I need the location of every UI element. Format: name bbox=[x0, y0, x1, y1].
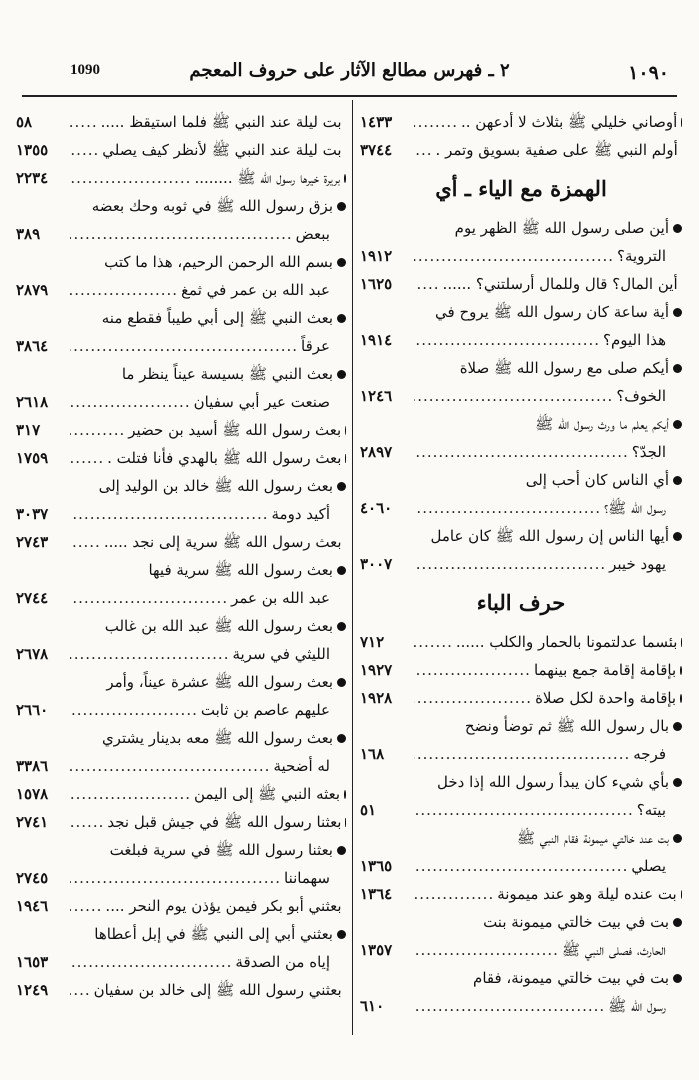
entry-first-line bbox=[16, 808, 346, 836]
index-entry bbox=[16, 668, 346, 724]
entry-continuation-line bbox=[360, 242, 682, 270]
leader-dots bbox=[70, 528, 104, 556]
entry-first-line bbox=[16, 556, 346, 584]
entry-first-line bbox=[360, 684, 682, 712]
bullet-icon bbox=[681, 890, 682, 899]
index-entry bbox=[360, 214, 682, 270]
entry-continuation-line bbox=[360, 550, 682, 578]
index-entry bbox=[360, 270, 682, 298]
index-entry bbox=[16, 836, 346, 892]
left-entries bbox=[16, 108, 346, 1004]
entry-text: ببعض bbox=[295, 225, 330, 243]
entry-number: ١٢٤٦ bbox=[360, 387, 393, 405]
bullet-icon bbox=[673, 722, 682, 731]
bullet-icon bbox=[337, 370, 346, 379]
entry-number: ١٩٤٦ bbox=[16, 897, 49, 915]
entry-continuation-line bbox=[360, 740, 682, 768]
entry-first-line bbox=[360, 270, 682, 298]
bullet-icon bbox=[337, 482, 346, 491]
bullet-icon bbox=[681, 118, 682, 127]
index-entry bbox=[16, 976, 346, 1004]
entry-text: بعثني أبي إلى النبي ﷺ في إبل أعطاها bbox=[94, 925, 333, 943]
index-entry bbox=[360, 628, 682, 656]
bullet-icon bbox=[345, 454, 346, 463]
entry-first-line bbox=[16, 612, 346, 640]
entry-first-line bbox=[360, 214, 682, 242]
bullet-icon bbox=[673, 420, 682, 429]
leader-dots bbox=[70, 780, 194, 808]
entry-number: ٢٨٩٧ bbox=[360, 443, 393, 461]
entry-text: عليهم عاصم بن ثابت bbox=[200, 701, 330, 719]
leader-dots bbox=[70, 444, 107, 472]
page-header bbox=[22, 58, 677, 90]
index-entry bbox=[16, 444, 346, 472]
entry-text: بت عنده ليلة وهو عند ميمونة bbox=[497, 885, 677, 903]
leader-dots bbox=[414, 656, 534, 684]
index-entry bbox=[16, 472, 346, 528]
entry-continuation-line bbox=[16, 220, 346, 248]
bullet-icon bbox=[337, 314, 346, 323]
entry-first-line bbox=[360, 410, 682, 438]
index-entry bbox=[360, 712, 682, 768]
entry-continuation-line bbox=[16, 696, 346, 724]
entry-first-line bbox=[16, 920, 346, 948]
left-column bbox=[16, 108, 346, 1004]
entry-text: التروية؟ bbox=[617, 247, 666, 265]
entry-continuation-line bbox=[360, 936, 682, 964]
leader-dots bbox=[414, 136, 436, 164]
bullet-icon bbox=[344, 174, 346, 183]
bullet-icon bbox=[673, 364, 682, 373]
entry-number: ٣٨٩ bbox=[16, 225, 41, 243]
entry-first-line bbox=[16, 136, 346, 164]
index-entry bbox=[16, 724, 346, 780]
entry-continuation-line bbox=[16, 388, 346, 416]
bullet-icon bbox=[680, 666, 682, 675]
entry-number: ٣٧٤٤ bbox=[360, 141, 393, 159]
leader-dots bbox=[70, 584, 231, 612]
index-entry bbox=[360, 108, 682, 136]
entry-text: صنعت عير أبي سفيان bbox=[193, 393, 330, 411]
entry-continuation-line bbox=[16, 864, 346, 892]
entry-continuation-line bbox=[16, 500, 346, 528]
entry-number: ٥١ bbox=[360, 801, 377, 819]
entry-text: رسول الله ﷺ bbox=[608, 997, 666, 1015]
entry-text: سهماننا bbox=[284, 869, 330, 887]
column-divider bbox=[352, 100, 353, 1035]
index-entry bbox=[360, 298, 682, 354]
leader-dots bbox=[70, 164, 194, 192]
entry-first-line bbox=[360, 656, 682, 684]
leader-dots bbox=[414, 270, 443, 298]
leader-dots bbox=[70, 640, 232, 668]
entry-text: بت في بيت خالتي ميمونة، فقام bbox=[473, 969, 669, 987]
entry-number: ٢٦١٨ bbox=[16, 393, 49, 411]
header-rule bbox=[22, 95, 677, 97]
bullet-icon bbox=[673, 224, 682, 233]
leader-dots bbox=[414, 382, 616, 410]
entry-text: إياه من الصدقة bbox=[235, 953, 330, 971]
index-entry bbox=[16, 164, 346, 192]
entry-text: الخوف؟ bbox=[616, 387, 666, 405]
entry-first-line bbox=[16, 724, 346, 752]
entry-text: بإقامة واحدة لكل صلاة bbox=[535, 689, 677, 707]
entry-first-line bbox=[360, 522, 682, 550]
leader-dots bbox=[414, 550, 609, 578]
entry-first-line bbox=[360, 136, 682, 164]
section-heading-hamza-ya: الهمزة مع الياء ـ أي bbox=[435, 176, 607, 201]
entry-number: ٤٠٦٠ bbox=[360, 499, 393, 517]
index-entry bbox=[360, 354, 682, 410]
entry-text: هذا اليوم؟ bbox=[603, 331, 666, 349]
entry-number: ٢٧٤٥ bbox=[16, 869, 49, 887]
leader-dots bbox=[414, 438, 632, 466]
entry-first-line bbox=[16, 780, 346, 808]
entry-number: ٢٧٤٤ bbox=[16, 589, 49, 607]
index-entry bbox=[16, 360, 346, 416]
entry-text: بسم الله الرحمن الرحيم، هذا ما كتب bbox=[104, 253, 333, 271]
index-entry bbox=[360, 466, 682, 522]
entry-text: بت ليلة عند النبي ﷺ فلما استيقظ ..... bbox=[100, 113, 342, 131]
entry-first-line bbox=[360, 880, 682, 908]
entry-continuation-line bbox=[360, 438, 682, 466]
entry-first-line bbox=[360, 908, 682, 936]
entry-number: ٢٧٤٣ bbox=[16, 533, 49, 551]
index-entry bbox=[16, 304, 346, 360]
entry-continuation-line bbox=[360, 992, 682, 1020]
entry-number: ١٩٢٧ bbox=[360, 661, 393, 679]
leader-dots bbox=[70, 752, 273, 780]
right-entries-bottom bbox=[360, 628, 682, 1020]
leader-dots bbox=[70, 108, 101, 136]
leader-dots bbox=[70, 808, 107, 836]
leader-dots bbox=[414, 992, 608, 1020]
section-heading-ba: حرف الباء bbox=[476, 590, 566, 615]
bullet-icon bbox=[337, 622, 346, 631]
entry-first-line bbox=[360, 964, 682, 992]
entry-first-line bbox=[360, 298, 682, 326]
entry-number: ١٣٦٤ bbox=[360, 885, 393, 903]
bullet-icon bbox=[337, 930, 346, 939]
entry-text: بعثنا رسول الله ﷺ في جيش قبل نجد bbox=[107, 813, 342, 831]
index-entry bbox=[16, 556, 346, 612]
bullet-icon bbox=[337, 566, 346, 575]
entry-text: بريرة خيرها رسول الله ﷺ ........ bbox=[194, 169, 341, 187]
leader-dots bbox=[414, 796, 637, 824]
entry-first-line bbox=[16, 248, 346, 276]
index-entry bbox=[360, 136, 682, 164]
entry-first-line bbox=[16, 668, 346, 696]
entry-number: ١٧٥٩ bbox=[16, 449, 49, 467]
page-number-arabic: ١٠٩٠ bbox=[628, 62, 669, 84]
entry-text: بعث النبي ﷺ بسيسة عيناً ينظر ما bbox=[121, 365, 333, 383]
entry-first-line bbox=[360, 108, 682, 136]
entry-text: بعث النبي ﷺ إلى أبي طيباً فقطع منه bbox=[101, 309, 333, 327]
entry-number: ١٥٧٨ bbox=[16, 785, 49, 803]
entry-number: ٣١٧ bbox=[16, 421, 41, 439]
entry-number: ٣٨٦٤ bbox=[16, 337, 49, 355]
entry-text: بت عند خالتي ميمونة فقام النبي ﷺ bbox=[516, 829, 669, 847]
entry-text: بعث رسول الله ﷺ معه بدينار يشتري bbox=[101, 729, 333, 747]
index-entry bbox=[16, 416, 346, 444]
bullet-icon bbox=[337, 258, 346, 267]
entry-text: عبد الله بن عمر bbox=[231, 589, 330, 607]
entry-number: ١٣٥٧ bbox=[360, 941, 393, 959]
index-entry bbox=[360, 522, 682, 578]
entry-first-line bbox=[16, 192, 346, 220]
running-title: ٢ ـ فهرس مطالع الآثار على حروف المعجم bbox=[189, 60, 510, 81]
index-entry bbox=[360, 768, 682, 824]
entry-text: بت ليلة عند النبي ﷺ لأنظر كيف يصلي bbox=[102, 141, 342, 159]
bullet-icon bbox=[337, 678, 346, 687]
entry-continuation-line bbox=[360, 796, 682, 824]
leader-dots bbox=[414, 684, 535, 712]
entry-text: بئسما عدلتمونا بالحمار والكلب ...... bbox=[455, 633, 678, 651]
entry-text: بعث رسول الله ﷺ بالهدي فأنا فتلت . bbox=[107, 449, 342, 467]
entry-number: ١٩١٤ bbox=[360, 331, 393, 349]
entry-continuation-line bbox=[16, 948, 346, 976]
index-entry bbox=[16, 808, 346, 836]
entry-number: ٢٦٧٨ bbox=[16, 645, 49, 663]
leader-dots bbox=[70, 332, 301, 360]
entry-text: الجدّ؟ bbox=[631, 443, 666, 461]
entry-number: ١٣٦٥ bbox=[360, 857, 393, 875]
entry-number: ١٦٨ bbox=[360, 745, 385, 763]
bullet-icon bbox=[673, 308, 682, 317]
entry-number: ٣٣٨٦ bbox=[16, 757, 49, 775]
entry-text: بعثه النبي ﷺ إلى اليمن bbox=[194, 785, 341, 803]
entry-continuation-line bbox=[360, 326, 682, 354]
entry-number: ٣٠٠٧ bbox=[360, 555, 393, 573]
entry-text: بعث رسول الله ﷺ أسيد بن حضير bbox=[128, 421, 342, 439]
bullet-icon bbox=[337, 734, 346, 743]
entry-first-line bbox=[16, 360, 346, 388]
entry-number: ١٣٥٥ bbox=[16, 141, 49, 159]
leader-dots bbox=[70, 220, 296, 248]
index-entry bbox=[16, 780, 346, 808]
entry-continuation-line bbox=[360, 852, 682, 880]
bullet-icon bbox=[673, 476, 682, 485]
leader-dots bbox=[414, 936, 562, 964]
entry-number: ٥٨ bbox=[16, 113, 33, 131]
entry-text: عرقاً bbox=[301, 337, 330, 355]
entry-continuation-line bbox=[16, 584, 346, 612]
entry-continuation-line bbox=[16, 332, 346, 360]
entry-text: أي الناس كان أحب إلى bbox=[525, 471, 669, 489]
entry-number: ١٩١٢ bbox=[360, 247, 393, 265]
leader-dots bbox=[70, 696, 201, 724]
entry-number: ٢٨٧٩ bbox=[16, 281, 49, 299]
leader-dots bbox=[414, 740, 633, 768]
bullet-icon bbox=[337, 846, 346, 855]
entry-text: فرجه bbox=[633, 745, 666, 763]
entry-text: بعثنا رسول الله ﷺ في سرية فبلغت bbox=[109, 841, 333, 859]
leader-dots bbox=[70, 388, 194, 416]
entry-first-line bbox=[16, 416, 346, 444]
entry-text: بعث رسول الله ﷺ سرية إلى نجد ..... bbox=[103, 533, 342, 551]
entry-text: أكيد دومة bbox=[271, 505, 330, 523]
bullet-icon bbox=[673, 834, 682, 843]
entry-continuation-line bbox=[16, 276, 346, 304]
entry-text: بال رسول الله ﷺ ثم توضأ ونضح bbox=[464, 717, 669, 735]
entry-number: ١٤٣٣ bbox=[360, 113, 393, 131]
right-entries-mid bbox=[360, 214, 682, 578]
index-entry bbox=[16, 920, 346, 976]
right-entries-top bbox=[360, 108, 682, 164]
entry-number: ١٦٥٣ bbox=[16, 953, 49, 971]
leader-dots bbox=[414, 494, 604, 522]
entry-continuation-line bbox=[360, 494, 682, 522]
bullet-icon bbox=[680, 694, 682, 703]
entry-first-line bbox=[360, 712, 682, 740]
entry-first-line bbox=[360, 628, 682, 656]
entry-first-line bbox=[16, 304, 346, 332]
entry-text: رسول الله ﷺ؟ bbox=[604, 499, 666, 517]
entry-text: الحارث، فصلى النبي ﷺ bbox=[561, 941, 666, 959]
entry-text: بعث رسول الله ﷺ سرية فيها bbox=[148, 561, 333, 579]
leader-dots bbox=[70, 136, 102, 164]
leader-dots bbox=[414, 108, 461, 136]
entry-text: أية ساعة كان رسول الله ﷺ يروح في bbox=[435, 303, 669, 321]
entry-first-line bbox=[16, 444, 346, 472]
entry-number: ١٩٢٨ bbox=[360, 689, 393, 707]
entry-number: ٢٢٣٤ bbox=[16, 169, 49, 187]
entry-continuation-line bbox=[16, 640, 346, 668]
leader-dots bbox=[414, 242, 617, 270]
index-entry bbox=[360, 824, 682, 880]
bullet-icon bbox=[673, 532, 682, 541]
index-entry bbox=[16, 136, 346, 164]
entry-first-line bbox=[360, 768, 682, 796]
entry-text: بعث رسول الله ﷺ عبد الله بن غالب bbox=[104, 617, 333, 635]
entry-number: ٦١٠ bbox=[360, 997, 385, 1015]
entry-first-line bbox=[16, 472, 346, 500]
entry-continuation-line bbox=[16, 752, 346, 780]
entry-text: بعثني رسول الله ﷺ إلى خالد بن سفيان bbox=[93, 981, 342, 999]
entry-number: ١٦٢٥ bbox=[360, 275, 393, 293]
bullet-icon bbox=[345, 426, 346, 435]
index-entry bbox=[360, 656, 682, 684]
index-entry bbox=[16, 248, 346, 304]
entry-first-line bbox=[360, 354, 682, 382]
entry-text: بعث رسول الله ﷺ خالد بن الوليد إلى bbox=[98, 477, 333, 495]
leader-dots bbox=[70, 976, 94, 1004]
leader-dots bbox=[70, 416, 128, 444]
bullet-icon bbox=[681, 638, 682, 647]
entry-text: يهود خيبر bbox=[609, 555, 666, 573]
leader-dots bbox=[70, 500, 272, 528]
entry-text: يصلي bbox=[631, 857, 666, 875]
entry-text: بت في بيت خالتي ميمونة بنت bbox=[483, 913, 669, 931]
entry-text: بيته؟ bbox=[636, 801, 666, 819]
index-entry bbox=[16, 108, 346, 136]
entry-text: أيها الناس إن رسول الله ﷺ كان عامل bbox=[430, 527, 669, 545]
entry-text: أوصاني خليلي ﷺ بثلاث لا أدعهن .. bbox=[460, 113, 678, 131]
right-column bbox=[360, 108, 682, 1020]
leader-dots bbox=[414, 326, 603, 354]
entry-number: ٧١٢ bbox=[360, 633, 385, 651]
leader-dots bbox=[70, 948, 235, 976]
entry-first-line bbox=[16, 164, 346, 192]
bullet-icon bbox=[673, 778, 682, 787]
index-entry bbox=[360, 964, 682, 1020]
entry-continuation-line bbox=[360, 382, 682, 410]
entry-first-line bbox=[360, 824, 682, 852]
entry-text: بإقامة إقامة جمع بينهما bbox=[533, 661, 677, 679]
bullet-icon bbox=[345, 818, 346, 827]
bullet-icon bbox=[337, 202, 346, 211]
entry-text: أيكم صلى مع رسول الله ﷺ صلاة bbox=[459, 359, 669, 377]
entry-first-line bbox=[16, 892, 346, 920]
entry-first-line bbox=[16, 976, 346, 1004]
entry-text: أين صلى رسول الله ﷺ الظهر يوم bbox=[454, 219, 669, 237]
leader-dots bbox=[70, 864, 284, 892]
index-entry bbox=[16, 192, 346, 248]
index-entry bbox=[360, 410, 682, 466]
leader-dots bbox=[70, 892, 105, 920]
index-entry bbox=[16, 528, 346, 556]
leader-dots bbox=[414, 628, 456, 656]
bullet-icon bbox=[344, 790, 346, 799]
entry-text: بعث رسول الله ﷺ عشرة عيناً، وأمر bbox=[106, 673, 333, 691]
entry-text: له أضحية bbox=[273, 757, 330, 775]
entry-first-line bbox=[360, 466, 682, 494]
entry-first-line bbox=[16, 108, 346, 136]
entry-number: ١٢٤٩ bbox=[16, 981, 49, 999]
index-entry bbox=[360, 908, 682, 964]
entry-text: عبد الله بن عمر في ثمغ bbox=[181, 281, 330, 299]
entry-text: أين المال؟ قال وللمال أرسلتني؟ ...... bbox=[442, 275, 678, 293]
entry-number: ٢٦٦٠ bbox=[16, 701, 49, 719]
bullet-icon bbox=[673, 974, 682, 983]
entry-text: الليثي في سرية bbox=[232, 645, 330, 663]
entry-text: بعثني أبو بكر فيمن يؤذن يوم النحر .... bbox=[105, 897, 342, 915]
bullet-icon bbox=[673, 918, 682, 927]
entry-first-line bbox=[16, 836, 346, 864]
entry-text: بزق رسول الله ﷺ في ثوبه وحك بعضه bbox=[91, 197, 333, 215]
entry-text: أولم النبي ﷺ على صفية بسويق وتمر . bbox=[435, 141, 678, 159]
index-entry bbox=[16, 892, 346, 920]
entry-text: بأي شيء كان يبدأ رسول الله إذا دخل bbox=[437, 773, 669, 791]
leader-dots bbox=[414, 852, 631, 880]
index-entry bbox=[16, 612, 346, 668]
leader-dots bbox=[414, 880, 497, 908]
leader-dots bbox=[70, 276, 181, 304]
page-number-latin: 1090 bbox=[70, 62, 100, 78]
entry-first-line bbox=[16, 528, 346, 556]
index-entry bbox=[360, 880, 682, 908]
entry-number: ٣٠٣٧ bbox=[16, 505, 49, 523]
index-entry bbox=[360, 684, 682, 712]
entry-number: ٢٧٤١ bbox=[16, 813, 49, 831]
entry-text: أيكم يعلم ما ورث رسول الله ﷺ bbox=[535, 415, 669, 433]
